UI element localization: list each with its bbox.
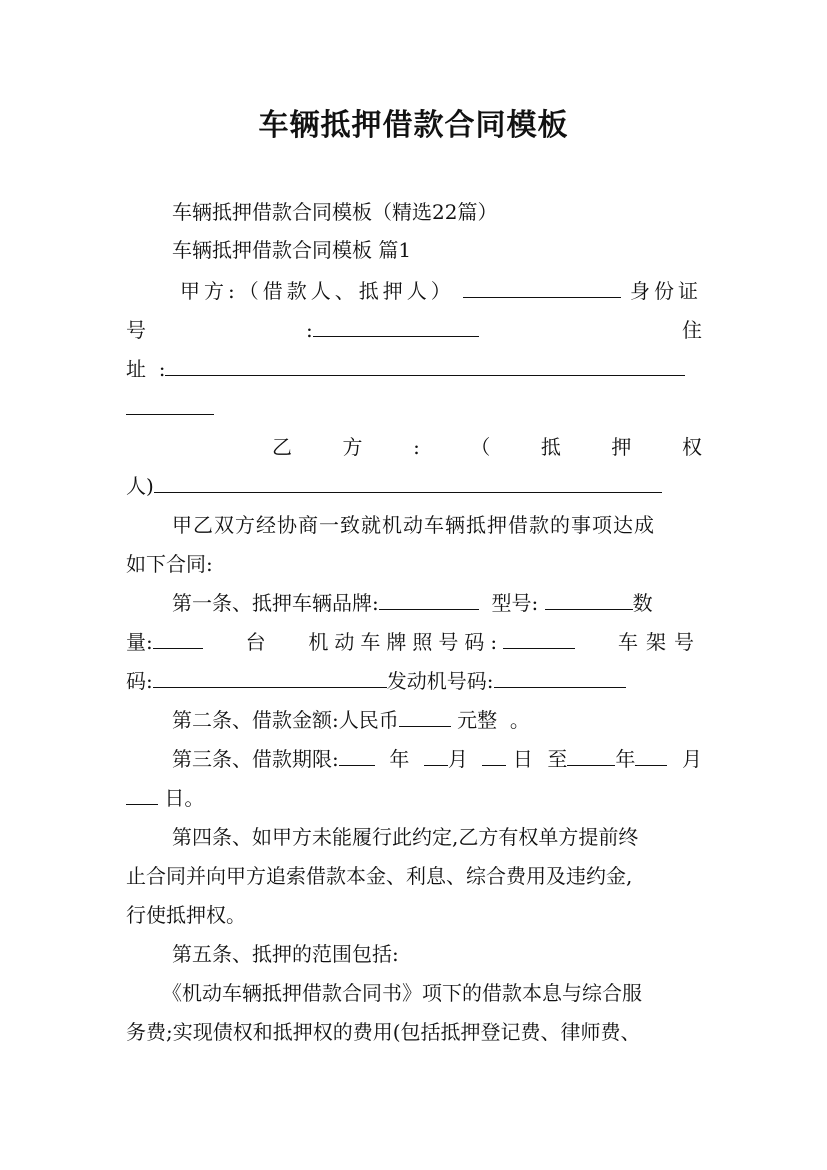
id-number-blank bbox=[313, 318, 479, 337]
end-month-blank bbox=[635, 747, 667, 766]
amount-unit: 元整 bbox=[457, 708, 498, 732]
month-label: 月 bbox=[447, 747, 468, 771]
end-day-blank bbox=[126, 786, 158, 805]
party-b-blank bbox=[154, 474, 662, 493]
day-label-end: 日。 bbox=[164, 786, 205, 810]
to-label: 至 bbox=[547, 747, 568, 771]
quantity-label-cont: 量: bbox=[126, 630, 153, 654]
article-4-line-3: 行使抵押权。 bbox=[126, 903, 246, 927]
party-a-name-blank bbox=[463, 279, 621, 298]
year-label: 年 bbox=[615, 747, 636, 771]
article-5-line-1: 第五条、抵押的范围包括: bbox=[172, 942, 399, 966]
engine-blank bbox=[494, 669, 626, 688]
party-b-char: （ bbox=[470, 435, 491, 459]
start-month-blank bbox=[424, 747, 448, 766]
quantity-blank bbox=[153, 630, 203, 649]
period: 。 bbox=[509, 708, 530, 732]
amount-label: 第二条、借款金额:人民币 bbox=[172, 708, 399, 732]
party-a-label: 甲方:（借款人、抵押人） bbox=[180, 279, 455, 303]
address-label-part1: 住 bbox=[682, 318, 702, 342]
id-label: 身份证 bbox=[630, 279, 702, 303]
model-label: 型号: bbox=[491, 591, 539, 615]
address-line-2 bbox=[126, 394, 702, 422]
address-blank-cont bbox=[126, 396, 214, 415]
party-b-char: 抵 bbox=[540, 435, 561, 459]
party-b-line-2 bbox=[126, 472, 702, 500]
section-heading: 车辆抵押借款合同模板 篇1 bbox=[172, 238, 412, 262]
frame-blank bbox=[153, 669, 387, 688]
party-b-line bbox=[126, 433, 702, 461]
quantity-label: 数 bbox=[632, 591, 653, 615]
article-1-line-2 bbox=[126, 628, 702, 656]
model-blank bbox=[545, 591, 633, 610]
year-label: 年 bbox=[389, 747, 410, 771]
unit-label: 台 bbox=[245, 630, 266, 654]
address-blank bbox=[165, 357, 685, 376]
party-b-char: 乙 bbox=[272, 435, 292, 459]
intro-line-2: 如下合同: bbox=[126, 552, 213, 576]
brand-blank bbox=[379, 591, 479, 610]
brand-label: 第一条、抵押车辆品牌: bbox=[172, 591, 379, 615]
article-3-line bbox=[126, 745, 702, 773]
party-b-char: 押 bbox=[611, 435, 632, 459]
article-2-line bbox=[126, 706, 702, 734]
party-b-char: : bbox=[413, 435, 420, 459]
frame-label: 车架号 bbox=[617, 630, 702, 654]
engine-label: 发动机号码: bbox=[386, 669, 494, 693]
party-b-char: 方 bbox=[342, 435, 363, 459]
frame-label-cont: 码: bbox=[126, 669, 153, 693]
id-number-line bbox=[126, 316, 702, 344]
month-label: 月 bbox=[682, 747, 702, 771]
amount-blank bbox=[399, 708, 451, 727]
id-number-field bbox=[306, 316, 479, 344]
start-year-blank bbox=[339, 747, 375, 766]
party-a-line bbox=[126, 277, 702, 305]
article-4-line-2: 止合同并向甲方追索借款本金、利息、综合费用及违约金, bbox=[126, 864, 633, 888]
article-5-line-2: 《机动车辆抵押借款合同书》项下的借款本息与综合服 bbox=[162, 981, 642, 1005]
term-label: 第三条、借款期限: bbox=[172, 747, 339, 771]
article-3-line-2 bbox=[126, 784, 702, 812]
article-1-line-1 bbox=[126, 589, 702, 617]
plate-label: 机动车牌照号码: bbox=[308, 630, 504, 654]
party-b-char: 权 bbox=[681, 435, 702, 459]
end-year-blank bbox=[567, 747, 615, 766]
address-line bbox=[126, 355, 702, 383]
subtitle-line: 车辆抵押借款合同模板（精选22篇） bbox=[172, 200, 498, 224]
document-title: 车辆抵押借款合同模板 bbox=[258, 108, 569, 143]
colon: : bbox=[306, 318, 313, 342]
article-4-line-1: 第四条、如甲方未能履行此约定,乙方有权单方提前终 bbox=[172, 825, 639, 849]
article-5-line-3: 务费;实现债权和抵押权的费用(包括抵押登记费、律师费、 bbox=[126, 1020, 641, 1044]
intro-line: 甲乙双方经协商一致就机动车辆抵押借款的事项达成 bbox=[172, 513, 655, 537]
start-day-blank bbox=[482, 747, 506, 766]
colon: : bbox=[158, 357, 166, 381]
id-label-cont: 号 bbox=[126, 318, 146, 342]
party-b-label-end: 人) bbox=[126, 474, 154, 498]
day-label: 日 bbox=[512, 747, 533, 771]
article-1-line-3 bbox=[126, 667, 702, 695]
address-label-part2: 址 bbox=[126, 357, 146, 381]
plate-blank bbox=[503, 630, 575, 649]
